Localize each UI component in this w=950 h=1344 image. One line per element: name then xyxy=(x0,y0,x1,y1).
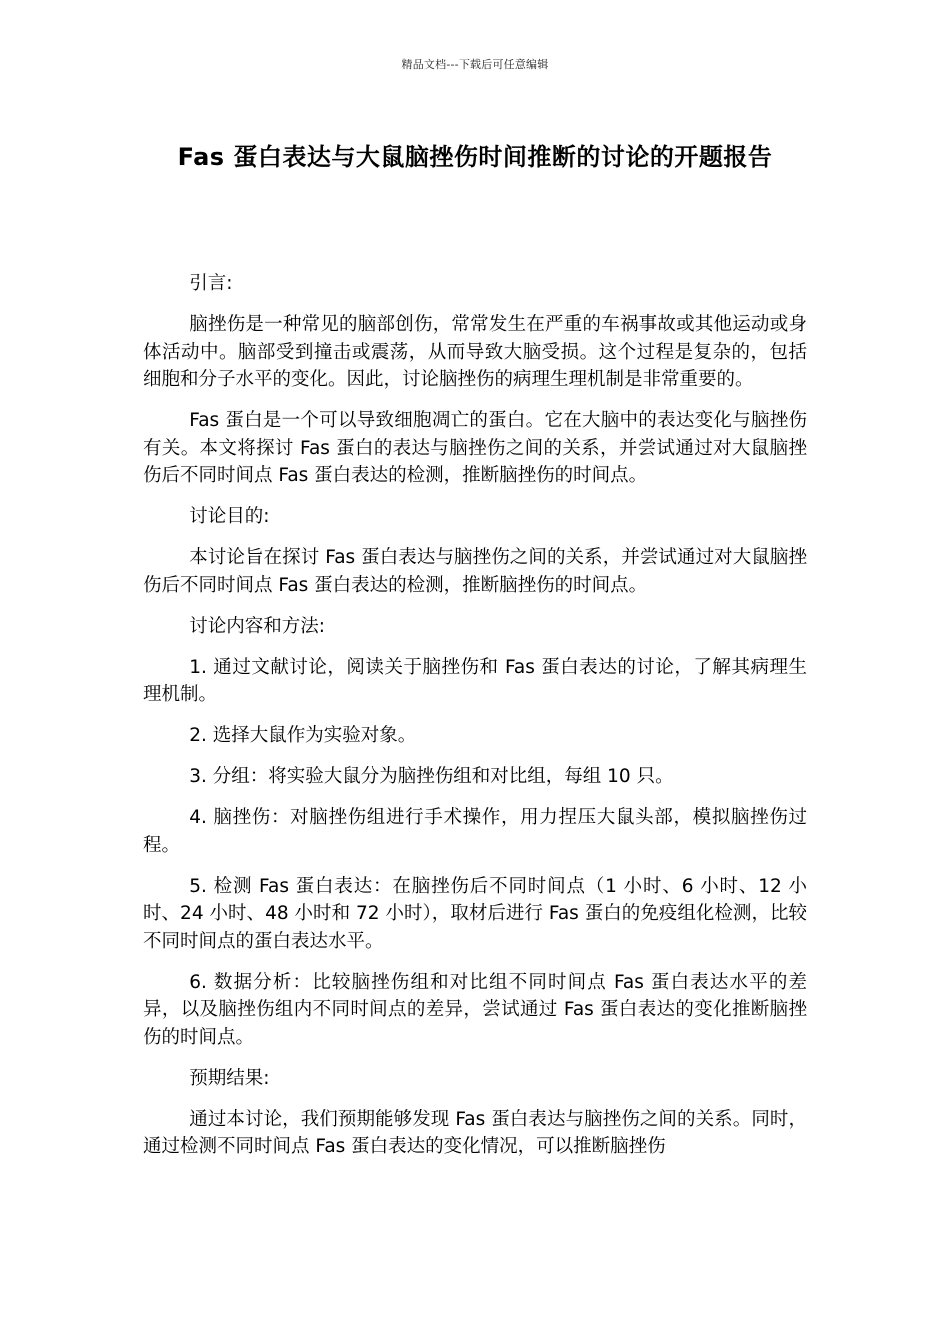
method-item-5: 5. 检测 Fas 蛋白表达：在脑挫伤后不同时间点（1 小时、6 小时、12 小时、24 小时、48 小时和 72 小时），取材后进行 Fas 蛋白的免疫组化检测，比较不同时间点的蛋白表达水平。 xyxy=(143,875,807,952)
method-item-3: 3. 分组：将实验大鼠分为脑挫伤组和对比组，每组 10 只。 xyxy=(189,766,674,787)
method-item-4: 4. 脑挫伤：对脑挫伤组进行手术操作，用力捏压大鼠头部，模拟脑挫伤过程。 xyxy=(143,807,807,856)
section-heading-purpose: 讨论目的: xyxy=(189,506,270,527)
section-heading-introduction: 引言: xyxy=(189,273,233,294)
method-item-2: 2. 选择大鼠作为实验对象。 xyxy=(189,725,417,746)
paragraph-introduction: 脑挫伤是一种常见的脑部创伤，常常发生在严重的车祸事故或其他运动或身体活动中。脑部受到撞击或震荡，从而导致大脑受损。这个过程是复杂的，包括细胞和分子水平的变化。因此，讨论脑挫伤的病理生理机制是非常重要的。 xyxy=(143,314,807,390)
document-body xyxy=(143,270,807,1174)
section-heading-expected-results: 预期结果: xyxy=(189,1067,270,1089)
paragraph-fas-protein: Fas 蛋白是一个可以导致细胞凋亡的蛋白。它在大脑中的表达变化与脑挫伤有关。本文将探讨 Fas 蛋白的表达与脑挫伤之间的关系，并尝试通过对大鼠脑挫伤后不同时间点 Fas 蛋白表达的检测，推断脑挫伤的时间点。 xyxy=(143,410,807,486)
method-item-6: 6. 数据分析：比较脑挫伤组和对比组不同时间点 Fas 蛋白表达水平的差异，以及脑挫伤组内不同时间点的差异，尝试通过 Fas 蛋白表达的变化推断脑挫伤的时间点。 xyxy=(143,971,807,1048)
paragraph-purpose: 本讨论旨在探讨 Fas 蛋白表达与脑挫伤之间的关系，并尝试通过对大鼠脑挫伤后不同时间点 Fas 蛋白表达的检测，推断脑挫伤的时间点。 xyxy=(143,547,807,596)
paragraph-expected-results: 通过本讨论，我们预期能够发现 Fas 蛋白表达与脑挫伤之间的关系。同时，通过检测不同时间点 Fas 蛋白表达的变化情况，可以推断脑挫伤 xyxy=(143,1108,807,1157)
document-title: Fas 蛋白表达与大鼠脑挫伤时间推断的讨论的开题报告 xyxy=(177,143,773,171)
section-heading-methods: 讨论内容和方法: xyxy=(189,615,325,637)
header-note: 精品文档---下载后可任意编辑 xyxy=(401,58,549,71)
method-item-1: 1. 通过文献讨论，阅读关于脑挫伤和 Fas 蛋白表达的讨论，了解其病理生理机制。 xyxy=(143,656,807,705)
